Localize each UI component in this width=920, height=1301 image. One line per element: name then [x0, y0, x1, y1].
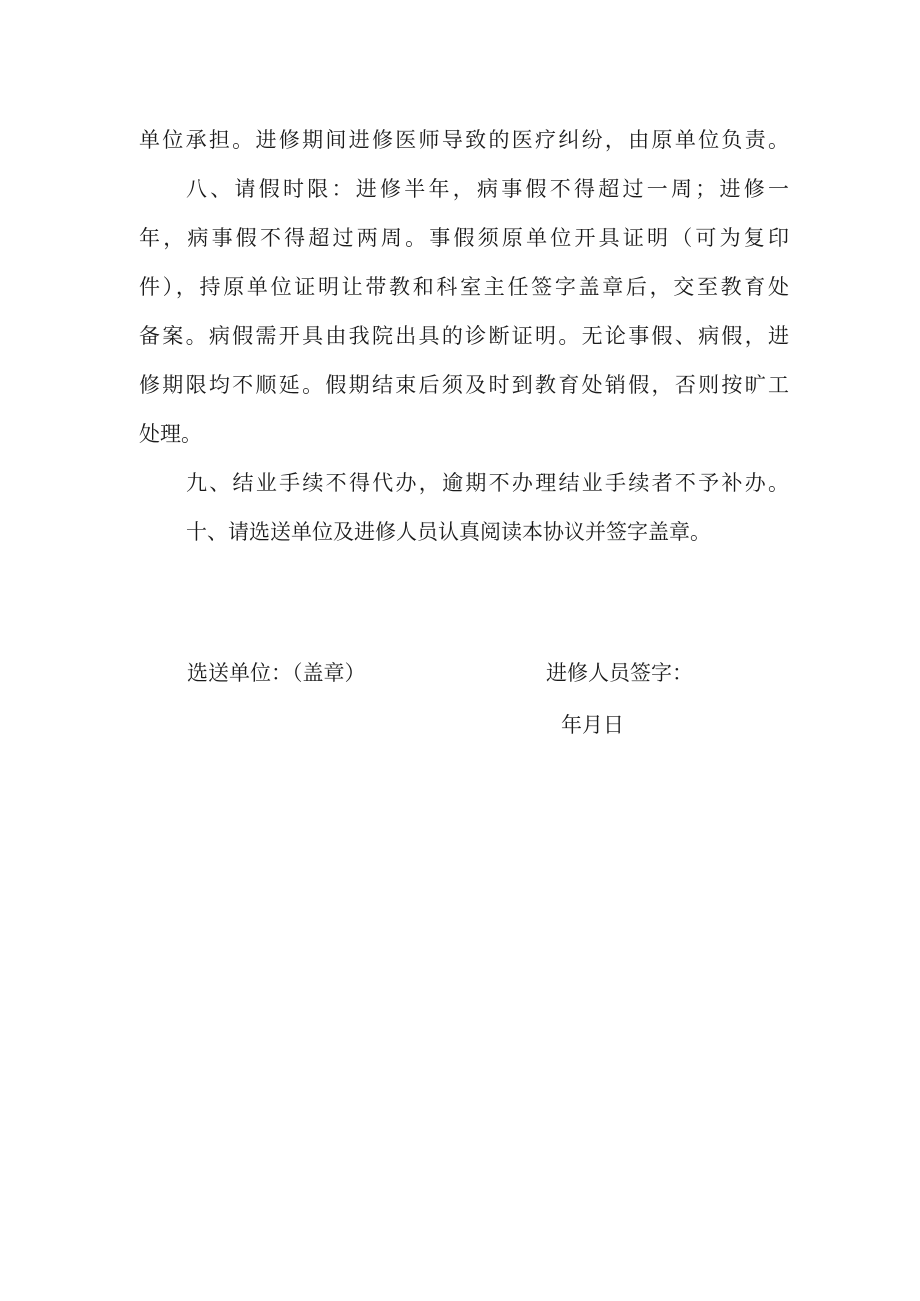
paragraph-8-line-2: 年，病事假不得超过两周。事假须原单位开具证明（可为复印 — [139, 226, 789, 250]
paragraph-8-line-3: 件），持原单位证明让带教和科室主任签字盖章后，交至教育处 — [139, 275, 789, 299]
paragraph-7-tail-line: 单位承担。进修期间进修医师导致的医疗纠纷，由原单位负责。 — [139, 128, 789, 152]
sending-unit-seal-label: 选送单位：（盖章） — [187, 661, 366, 685]
date-label: 年月日 — [561, 713, 624, 737]
paragraph-8-line-5: 修期限均不顺延。假期结束后须及时到教育处销假，否则按旷工 — [139, 373, 789, 397]
paragraph-9-line-1: 九、结业手续不得代办，逾期不办理结业手续者不予补办。 — [186, 471, 789, 495]
paragraph-8-line-6: 处理。 — [139, 422, 202, 446]
agreement-body — [139, 119, 789, 560]
paragraph-10-line-1: 十、请选送单位及进修人员认真阅读本协议并签字盖章。 — [186, 520, 711, 544]
paragraph-8-line-4: 备案。病假需开具由我院出具的诊断证明。无论事假、病假，进 — [139, 324, 789, 348]
trainee-signature-label: 进修人员签字： — [546, 661, 693, 685]
paragraph-8-line-1: 八、请假时限：进修半年，病事假不得超过一周；进修一 — [186, 177, 789, 201]
